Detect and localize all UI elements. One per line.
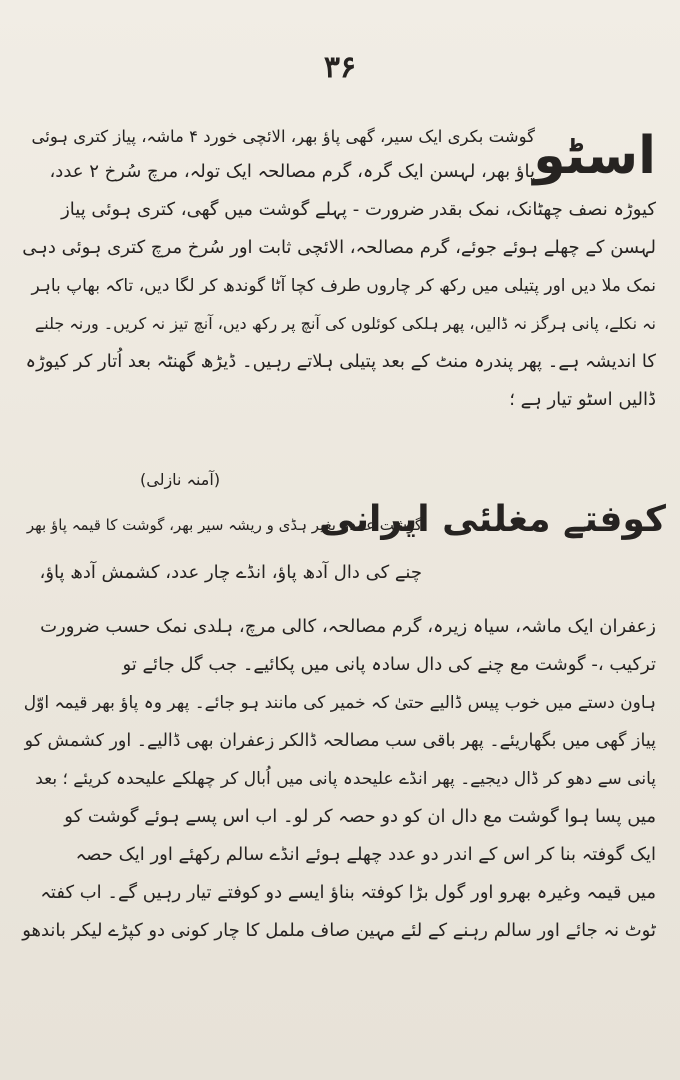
recipe1-line-5: نمک ملا دیں اور پتیلی میں رکھ کر چاروں طرف کچا آٹا گوندھ کر لگا دیں، تاکہ بھاپ باہر <box>31 276 656 296</box>
recipe2-line-2: چنے کی دال آدھ پاؤ، انڈے چار عدد، کشمش آدھ پاؤ، <box>39 562 422 583</box>
recipe1-line-1: گوشت بکری ایک سیر، گھی پاؤ بھر، الائچی خورد ۴ ماشہ، پیاز کتری ہوئی <box>31 127 535 146</box>
recipe1-line-2: پاؤ بھر، لہسن ایک گرہ، گرم مصالحہ ایک تولہ، مرچ سُرخ ۲ عدد، <box>49 161 535 182</box>
page-number: ۳۶ <box>323 50 357 85</box>
recipe2-line-8: میں پسا ہوا گوشت مع دال ان کو دو حصہ کر لو۔ اب اس پسے ہوئے گوشت کو <box>64 806 656 827</box>
recipe2-line-6: پیاز گھی میں بگھاریئے۔ پھر باقی سب مصالحہ ڈالکر زعفران بھی ڈالیے۔ اور کشمش کو <box>24 731 656 751</box>
recipe2-line-1: گوشت عمدہ بغیر ہڈی و ریشہ سیر بھر، گوشت کا قیمہ پاؤ بھر <box>26 516 422 534</box>
recipe-title-stew: اسٹو <box>533 126 656 186</box>
recipe1-line-6: نہ نکلے، پانی ہرگز نہ ڈالیں، پھر ہلکی کوئلوں کی آنچ پر رکھ دیں، آنچ تیز نہ کریں۔ ورنہ جلنے <box>34 314 656 333</box>
recipe2-line-3: زعفران ایک ماشہ، سیاہ زیرہ، گرم مصالحہ، کالی مرچ، ہلدی نمک حسب ضرورت <box>40 616 656 637</box>
recipe2-line-11: ٹوٹ نہ جائے اور سالم رہنے کے لئے مہین صاف ململ کا چار کونی دو کپڑے لیکر باندھو <box>22 920 656 941</box>
recipe1-author: (آمنہ نازلی) <box>140 470 221 489</box>
recipe1-line-4: لہسن کے چھلے ہوئے جوئے، گرم مصالحہ، الائچی ثابت اور سُرخ مرچ کتری ہوئی دہی <box>22 237 656 258</box>
recipe2-line-5: ہاون دستے میں خوب پیس ڈالیے حتیٰ کہ خمیر کی مانند ہو جائے۔ پھر وہ پاؤ بھر قیمہ اوّل <box>23 693 656 713</box>
recipe1-line-3: کیوڑہ نصف چھٹانک، نمک بقدر ضرورت - پہلے گوشت میں گھی، کتری ہوئی پیاز <box>61 199 656 220</box>
recipe-title-kofte: کوفتے مغلئی ایرانی <box>319 499 666 540</box>
recipe2-line-4: ترکیب ،- گوشت مع چنے کی دال سادہ پانی میں پکائیے۔ جب گل جائے تو <box>122 654 656 675</box>
recipe2-line-10: میں قیمہ وغیرہ بھرو اور گول بڑا کوفتہ بناؤ ایسے دو کوفتے تیار رہیں گے۔ اب کفتہ <box>40 882 656 903</box>
recipe2-line-7: پانی سے دھو کر ڈال دیجیے۔ پھر انڈے علیحدہ پانی میں اُبال کر چھلکے علیحدہ کریئے ؛ بعد <box>35 769 656 789</box>
recipe1-line-7: کا اندیشہ ہے۔ پھر پندرہ منٹ کے بعد پتیلی ہلاتے رہیں۔ ڈیڑھ گھنٹہ بعد اُتار کر کیوڑہ <box>25 351 656 372</box>
recipe2-line-9: ایک گوفتہ بنا کر اس کے اندر دو عدد چھلے ہوئے انڈے سالم رکھئے اور ایک حصہ <box>75 844 656 865</box>
recipe1-line-8: ڈالیں اسٹو تیار ہے ؛ <box>509 389 656 410</box>
